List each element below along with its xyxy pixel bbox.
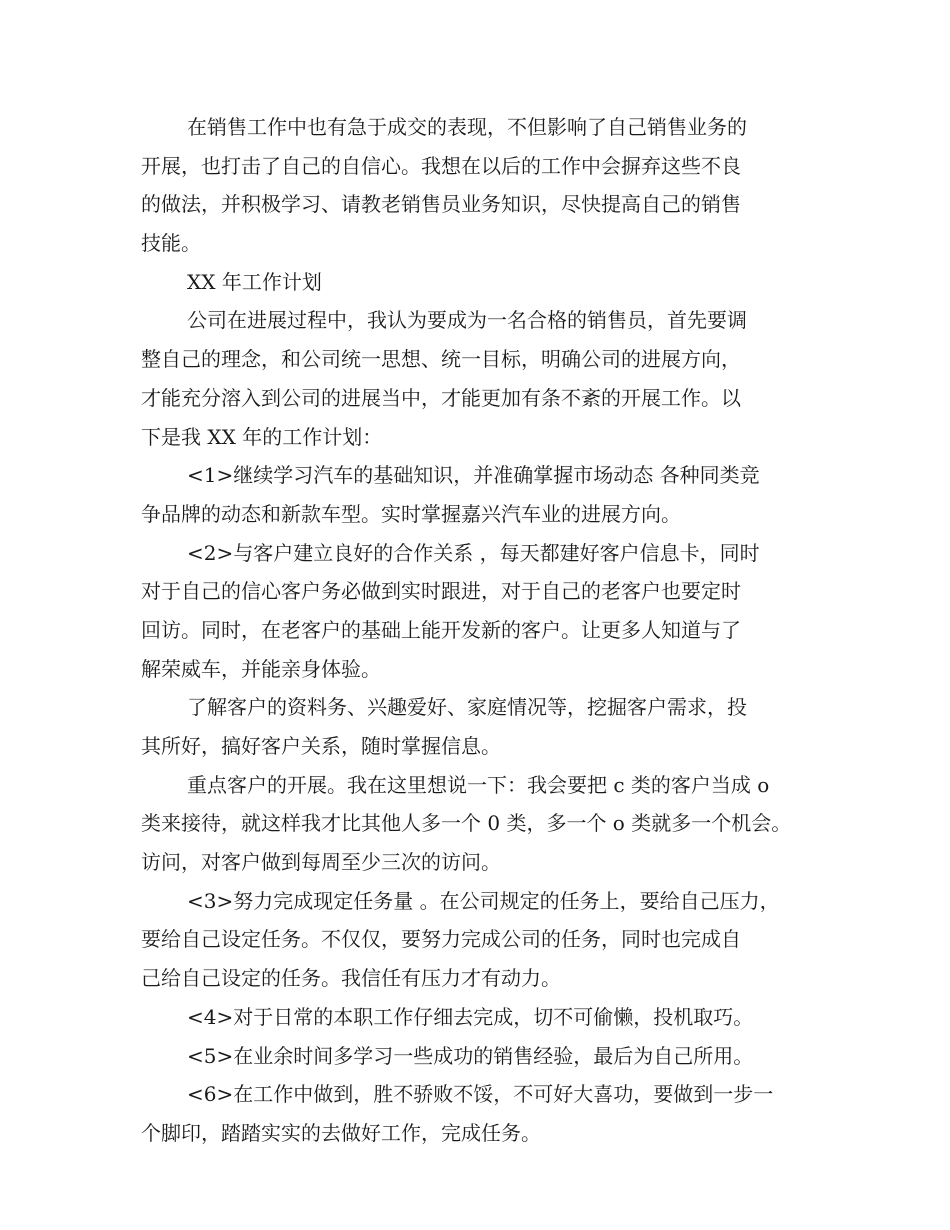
text-line: 回访。同时，在老客户的基础上能开发新的客户。让更多人知道与了 (141, 617, 741, 642)
text-line: <2>与客户建立良好的合作关系 ，每天都建好客户信息卡，同时 (187, 540, 760, 565)
text-line: <1>继续学习汽车的基础知识，并准确掌握市场动态 各种同类竞 (187, 463, 760, 488)
text-line: 公司在进展过程中，我认为要成为一名合格的销售员，首先要调 (187, 308, 747, 333)
text-line: 才能充分溶入到公司的进展当中，才能更加有条不紊的开展工作。以 (141, 385, 741, 410)
document-body (141, 108, 841, 1153)
text-line: <6>在工作中做到，胜不骄败不馁，不可好大喜功，要做到一步一 (187, 1082, 774, 1107)
text-line: 己给自己设定的任务。我信任有压力才有动力。 (141, 966, 561, 991)
text-line: 重点客户的开展。我在这里想说一下：我会要把 c 类的客户当成 o (187, 772, 770, 797)
text-line: 其所好，搞好客户关系，随时掌握信息。 (141, 734, 501, 758)
text-line: 要给自己设定任务。不仅仅，要努力完成公司的任务，同时也完成自 (141, 927, 741, 952)
text-line: XX 年工作计划 (187, 269, 322, 294)
text-line: 类来接待，就这样我才比其他人多一个 0 类，多一个 o 类就多一个机会。 (141, 811, 792, 836)
text-line: 个脚印，踏踏实实的去做好工作，完成任务。 (141, 1120, 541, 1145)
text-line: 访问，对客户做到每周至少三次的访问。 (141, 850, 501, 875)
text-line: <3>努力完成现定任务量 。在公司规定的任务上，要给自己压力， (187, 888, 780, 913)
text-line: 的做法，并积极学习、请教老销售员业务知识，尽快提高自己的销售 (141, 192, 741, 217)
text-line: <4>对于日常的本职工作仔细去完成，切不可偷懒，投机取巧。 (187, 1004, 754, 1029)
text-line: <5>在业余时间多学习一些成功的销售经验，最后为自己所用。 (187, 1043, 754, 1068)
text-line: 争品牌的动态和新款车型。实时掌握嘉兴汽车业的进展方向。 (141, 501, 681, 526)
text-line: 了解客户的资料务、兴趣爱好、家庭情况等，挖掘客户需求，投 (187, 695, 747, 720)
text-line: 对于自己的信心客户务必做到实时跟进，对于自己的老客户也要定时 (141, 579, 741, 604)
text-line: 技能。 (141, 231, 201, 256)
text-line: 解荣威车，并能亲身体验。 (141, 656, 381, 681)
text-line: 下是我 XX 年的工作计划： (141, 424, 383, 449)
text-line: 整自己的理念，和公司统一思想、统一目标，明确公司的进展方向， (141, 347, 741, 372)
text-line: 在销售工作中也有急于成交的表现，不但影响了自己销售业务的 (187, 115, 747, 139)
text-line: 开展，也打击了自己的自信心。我想在以后的工作中会摒弃这些不良 (141, 153, 741, 178)
